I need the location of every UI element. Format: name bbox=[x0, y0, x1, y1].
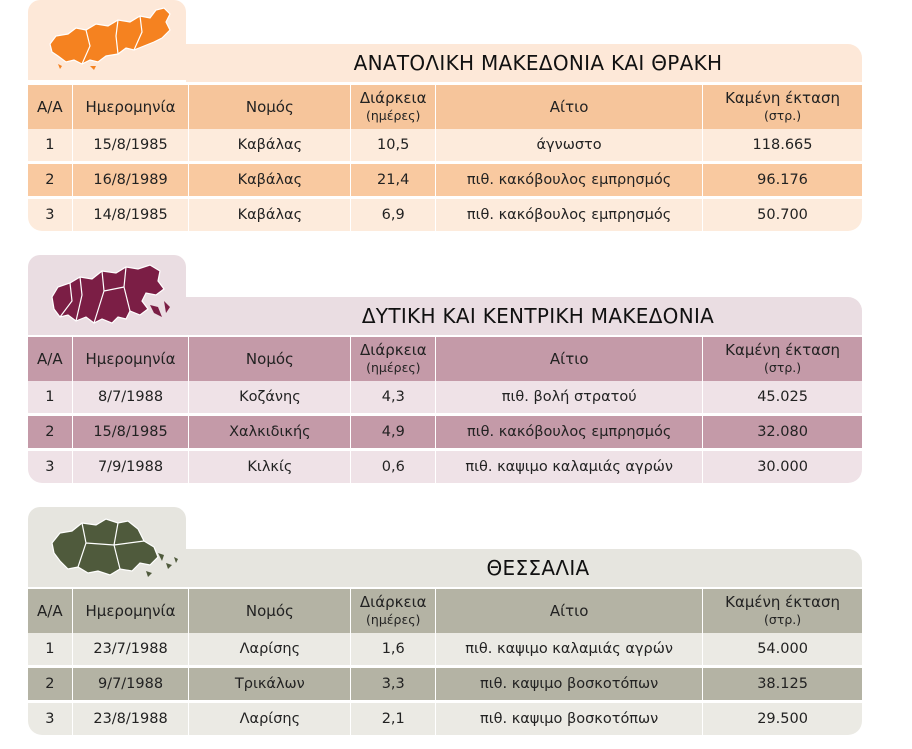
header-area-label: Καμένη έκταση bbox=[725, 341, 841, 359]
region-tab bbox=[28, 255, 186, 335]
section-title: ΘΕΣΣΑΛΙΑ bbox=[486, 556, 590, 580]
header-date: Ημερομηνία bbox=[72, 589, 189, 633]
header-area-unit: (στρ.) bbox=[764, 612, 802, 627]
section-title: ΔΥΤΙΚΗ ΚΑΙ ΚΕΝΤΡΙΚΗ ΜΑΚΕΔΟΝΙΑ bbox=[361, 304, 715, 328]
section-title-bar bbox=[186, 549, 862, 587]
cell-aa: 2 bbox=[28, 667, 72, 702]
cell-cause: πιθ. κακόβουλος εμπρησμός bbox=[436, 415, 703, 450]
table-row bbox=[28, 163, 862, 198]
cell-date: 9/7/1988 bbox=[72, 667, 189, 702]
cell-nomos: Κοζάνης bbox=[189, 381, 351, 415]
table-row bbox=[28, 129, 862, 163]
fires-table bbox=[28, 85, 862, 231]
cell-area: 118.665 bbox=[703, 129, 862, 163]
thessaly-map-icon bbox=[46, 513, 186, 585]
cell-area: 30.000 bbox=[703, 450, 862, 484]
cell-aa: 2 bbox=[28, 163, 72, 198]
table-row bbox=[28, 450, 862, 484]
cell-cause: πιθ. καψιμο βοσκοτόπων bbox=[436, 667, 703, 702]
east-macedonia-thrace-map-icon bbox=[46, 6, 176, 72]
cell-nomos: Καβάλας bbox=[189, 198, 351, 232]
cell-cause: πιθ. καψιμο καλαμιάς αγρών bbox=[436, 450, 703, 484]
header-duration-unit: (ημέρες) bbox=[365, 108, 421, 123]
header-aa: Α/Α bbox=[28, 85, 72, 129]
table-row bbox=[28, 415, 862, 450]
table-row bbox=[28, 381, 862, 415]
table-row bbox=[28, 667, 862, 702]
cell-duration: 3,3 bbox=[351, 667, 436, 702]
header-nomos: Νομός bbox=[189, 589, 351, 633]
header-aa: Α/Α bbox=[28, 589, 72, 633]
cell-area: 32.080 bbox=[703, 415, 862, 450]
cell-aa: 1 bbox=[28, 633, 72, 667]
cell-area: 54.000 bbox=[703, 633, 862, 667]
header-area bbox=[703, 589, 862, 633]
cell-nomos: Καβάλας bbox=[189, 163, 351, 198]
header-area-unit: (στρ.) bbox=[764, 360, 802, 375]
cell-area: 29.500 bbox=[703, 702, 862, 736]
cell-duration: 21,4 bbox=[351, 163, 436, 198]
cell-date: 23/8/1988 bbox=[72, 702, 189, 736]
cell-area: 96.176 bbox=[703, 163, 862, 198]
header-cause: Αίτιο bbox=[436, 337, 703, 381]
cell-cause: πιθ. κακόβουλος εμπρησμός bbox=[436, 163, 703, 198]
cell-date: 23/7/1988 bbox=[72, 633, 189, 667]
cell-date: 7/9/1988 bbox=[72, 450, 189, 484]
header-area-unit: (στρ.) bbox=[763, 108, 802, 123]
header-nomos: Νομός bbox=[189, 337, 351, 381]
west-central-macedonia-map-icon bbox=[46, 261, 176, 331]
cell-nomos: Λαρίσης bbox=[189, 633, 351, 667]
cell-cause: πιθ. καψιμο βοσκοτόπων bbox=[436, 702, 703, 736]
cell-nomos: Τρικάλων bbox=[189, 667, 351, 702]
cell-date: 16/8/1989 bbox=[72, 163, 189, 198]
header-duration-label: Διάρκεια bbox=[359, 89, 427, 107]
table-row bbox=[28, 633, 862, 667]
cell-duration: 6,9 bbox=[351, 198, 436, 232]
header-date: Ημερομηνία bbox=[72, 85, 189, 129]
header-aa: Α/Α bbox=[28, 337, 72, 381]
header-duration-label: Διάρκεια bbox=[359, 593, 427, 611]
cell-area: 38.125 bbox=[703, 667, 862, 702]
header-area-label: Καμένη έκταση bbox=[725, 89, 840, 107]
cell-date: 15/8/1985 bbox=[72, 415, 189, 450]
header-duration bbox=[351, 85, 436, 129]
header-cause: Αίτιο bbox=[436, 85, 703, 129]
header-nomos: Νομός bbox=[189, 85, 351, 129]
section-title: ΑΝΑΤΟΛΙΚΗ ΜΑΚΕΔΟΝΙΑ ΚΑΙ ΘΡΑΚΗ bbox=[353, 51, 723, 75]
cell-area: 45.025 bbox=[703, 381, 862, 415]
cell-aa: 1 bbox=[28, 129, 72, 163]
table-header-row bbox=[28, 589, 862, 633]
header-cause: Αίτιο bbox=[436, 589, 703, 633]
cell-aa: 3 bbox=[28, 450, 72, 484]
header-duration bbox=[351, 337, 436, 381]
table-header-row bbox=[28, 85, 862, 129]
table-header-row bbox=[28, 337, 862, 381]
cell-duration: 4,9 bbox=[351, 415, 436, 450]
cell-date: 8/7/1988 bbox=[72, 381, 189, 415]
fires-table bbox=[28, 337, 862, 483]
cell-date: 15/8/1985 bbox=[72, 129, 189, 163]
cell-duration: 0,6 bbox=[351, 450, 436, 484]
cell-aa: 3 bbox=[28, 702, 72, 736]
cell-duration: 4,3 bbox=[351, 381, 436, 415]
header-duration-unit: (ημέρες) bbox=[366, 360, 421, 375]
cell-cause: πιθ. καψιμο καλαμιάς αγρών bbox=[436, 633, 703, 667]
cell-aa: 2 bbox=[28, 415, 72, 450]
cell-cause: πιθ. βολή στρατού bbox=[436, 381, 703, 415]
cell-date: 14/8/1985 bbox=[72, 198, 189, 232]
cell-aa: 3 bbox=[28, 198, 72, 232]
cell-nomos: Κιλκίς bbox=[189, 450, 351, 484]
cell-nomos: Χαλκιδικής bbox=[189, 415, 351, 450]
cell-cause: πιθ. κακόβουλος εμπρησμός bbox=[436, 198, 703, 232]
table-row bbox=[28, 198, 862, 232]
cell-cause: άγνωστο bbox=[436, 129, 703, 163]
cell-aa: 1 bbox=[28, 381, 72, 415]
fires-table bbox=[28, 589, 862, 735]
table-row bbox=[28, 702, 862, 736]
header-area bbox=[703, 337, 862, 381]
header-area-label: Καμένη έκταση bbox=[725, 593, 841, 611]
cell-duration: 2,1 bbox=[351, 702, 436, 736]
header-duration bbox=[351, 589, 436, 633]
header-duration-unit: (ημέρες) bbox=[366, 612, 421, 627]
cell-area: 50.700 bbox=[703, 198, 862, 232]
cell-nomos: Καβάλας bbox=[189, 129, 351, 163]
cell-duration: 10,5 bbox=[351, 129, 436, 163]
cell-duration: 1,6 bbox=[351, 633, 436, 667]
header-area bbox=[703, 85, 862, 129]
header-duration-label: Διάρκεια bbox=[360, 341, 427, 359]
region-tab bbox=[28, 0, 186, 80]
section-title-bar bbox=[186, 44, 862, 82]
section-title-bar bbox=[186, 297, 862, 335]
region-tab bbox=[28, 507, 186, 587]
header-date: Ημερομηνία bbox=[72, 337, 189, 381]
cell-nomos: Λαρίσης bbox=[189, 702, 351, 736]
